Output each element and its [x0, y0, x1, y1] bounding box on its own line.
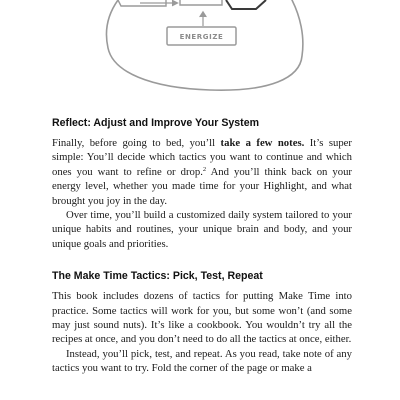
- reflect-p1-bold: take a few notes.: [220, 137, 305, 149]
- tactics-paragraph-1: This book includes dozens of tactics for putting Make Time into practice. Some tactics will work for you, but some won’t (and some may just sound nuts). It’s like a cookbook. You wouldn’t try all the recipes at once, and you don’t need to do all the tactics at once, either.: [52, 290, 352, 346]
- reflect-p1-before: Finally, before going to bed, you’ll: [52, 137, 221, 149]
- footnote-marker: 2: [202, 165, 207, 173]
- reflect-paragraph-1: [52, 136, 352, 208]
- reflect-heading: Reflect: Adjust and Improve Your System: [52, 117, 260, 129]
- reflect-paragraph-2: Over time, you’ll build a customized daily system tailored to your unique habits and routines, your unique brain and body, and your unique goals and priorities.: [52, 209, 352, 250]
- main-text: [52, 117, 352, 376]
- tactics-paragraph-2: Instead, you’ll pick, test, and repeat. As you read, take note of any tactics you want to try. Fold the corner of the page or make a: [52, 347, 352, 375]
- make-time-diagram: [0, 0, 400, 100]
- diagram-sketch: [0, 0, 400, 100]
- reflect-p1-after: And you’ll think back on your energy level, whether you made time for your Highlight, and what brought you joy in the day.: [52, 165, 352, 207]
- tactics-heading: The Make Time Tactics: Pick, Test, Repeat: [52, 270, 263, 283]
- reflect-p1-mid: It’s super simple: You’ll decide which tactics you want to continue and which ones you want to refine or drop.: [52, 137, 352, 178]
- laser-box-fragment: [180, 0, 222, 5]
- energize-label: ENERGIZE: [179, 33, 224, 41]
- reflect-box-fragment: [226, 0, 266, 9]
